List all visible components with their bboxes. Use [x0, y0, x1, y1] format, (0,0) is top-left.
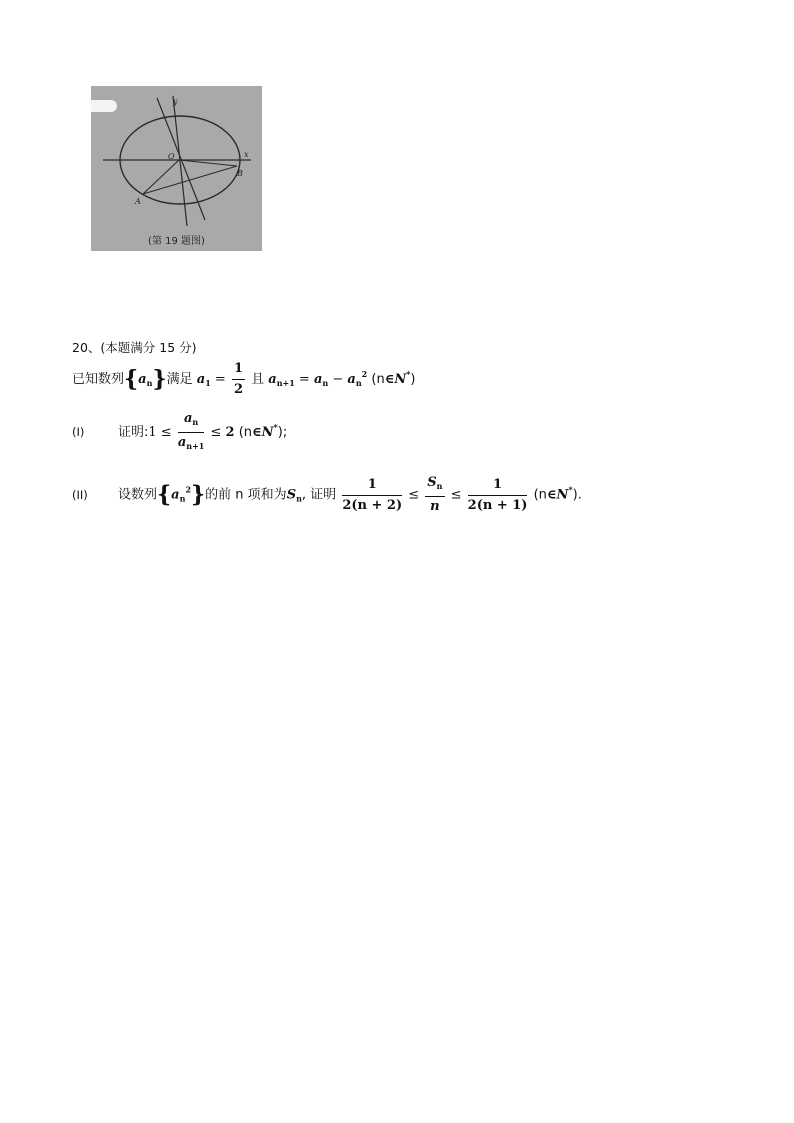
figure-caption: (第 19 题图) [148, 236, 205, 247]
S-symbol: S [286, 487, 297, 503]
fraction-upper [468, 476, 528, 515]
brace-close: } [152, 366, 167, 392]
part-2 [72, 474, 582, 516]
f2-num-sub: n [436, 481, 443, 491]
N-symbol: N [394, 372, 407, 387]
brace-open: { [124, 366, 139, 392]
N-symbol: N [261, 425, 274, 440]
f2-den: n [430, 499, 440, 514]
seq-a: a [171, 487, 180, 503]
seq-sup: 2 [185, 484, 192, 495]
seq-sub: n [179, 493, 186, 504]
segment-ob [179, 160, 237, 166]
seq-a: a [138, 372, 147, 387]
half-num: 1 [232, 360, 245, 380]
an2-sup: 2 [361, 369, 368, 379]
rhs-two: 2 [225, 425, 235, 440]
an-sub: n [322, 378, 329, 388]
cond-close: ); [277, 425, 288, 440]
equals-1: = [210, 372, 230, 387]
star: * [273, 422, 278, 432]
part-1-text: 证明: [118, 425, 149, 440]
in-symbol: ∈ [546, 487, 557, 503]
cond-close: ). [572, 487, 582, 503]
f1-den: 2(n + 2) [342, 497, 403, 513]
in-symbol: ∈ [252, 425, 262, 440]
a1: a [196, 372, 206, 387]
ratio-den [178, 433, 205, 455]
star: * [406, 369, 411, 379]
cond-close: ) [410, 372, 416, 387]
an2-sub: n [355, 378, 362, 388]
f3-num: 1 [468, 476, 528, 496]
a1-sub: 1 [205, 378, 211, 388]
le-2: ≤ [446, 487, 466, 503]
figure-19 [91, 86, 262, 251]
part-2-label: (II) [72, 487, 88, 502]
le-1: ≤ [404, 487, 424, 503]
fraction-middle [425, 474, 444, 516]
ratio-num-sub: n [192, 417, 199, 427]
label-x: x [244, 150, 249, 159]
seq-sub: n [146, 378, 153, 388]
f2-num [425, 474, 444, 497]
half-den: 2 [233, 382, 243, 397]
ratio-num-a: a [183, 411, 193, 426]
label-o: O [168, 152, 175, 161]
and-text: 且 [246, 372, 269, 387]
fraction-lower [342, 476, 402, 515]
ratio-num [178, 410, 205, 433]
lhs-one: 1 [148, 425, 157, 440]
cond-open: (n [371, 372, 385, 387]
le-1: ≤ [156, 425, 176, 440]
an2: a [347, 372, 356, 387]
star: * [568, 484, 573, 495]
label-y: y [173, 97, 178, 106]
equals-2: = [294, 372, 314, 387]
in-symbol: ∈ [384, 372, 395, 387]
label-b: B [237, 169, 243, 178]
satisfy-text: 满足 [166, 372, 193, 387]
label-a: A [135, 197, 141, 206]
brace-open: { [157, 481, 172, 508]
an1-sub: n+1 [276, 378, 295, 388]
problem-statement [72, 360, 415, 399]
ellipse-diagram [91, 86, 262, 251]
part-2-text-c: , 证明 [301, 487, 337, 503]
problem-heading: 20、(本题满分 15 分) [72, 340, 197, 355]
le-2: ≤ [206, 425, 226, 440]
cond-open: (n [238, 425, 253, 440]
brace-close: } [191, 481, 206, 508]
S-sub: n [296, 493, 302, 504]
ratio-fraction [178, 410, 205, 455]
f3-den: 2(n + 1) [467, 497, 528, 513]
ratio-den-sub: n+1 [186, 441, 205, 451]
part-1-label: (I) [72, 425, 85, 439]
an: a [313, 372, 323, 387]
prefix-text: 已知数列 [72, 372, 125, 387]
minus: − [328, 372, 348, 387]
N-symbol: N [556, 487, 569, 503]
cond-open: (n [533, 487, 547, 503]
ratio-den-a: a [177, 435, 187, 450]
an1: a [268, 372, 277, 387]
f2-num-S: S [427, 475, 437, 490]
part-2-text-b: 的前 n 项和为 [205, 487, 287, 503]
f1-num: 1 [342, 476, 402, 496]
part-2-text-a: 设数列 [118, 487, 158, 503]
part-1 [72, 410, 287, 455]
fraction-half [232, 360, 245, 399]
